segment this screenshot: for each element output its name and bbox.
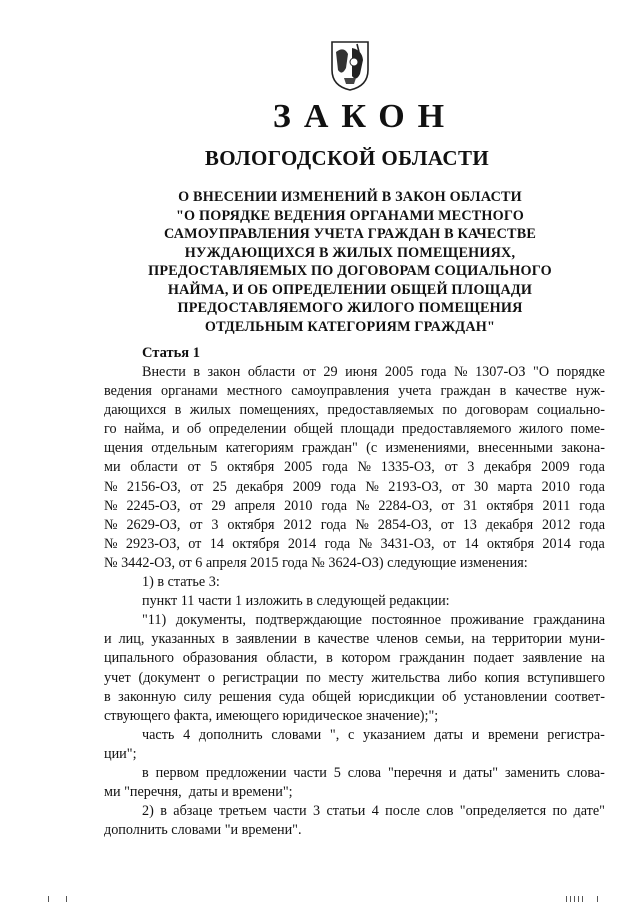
subtitle-line: "О ПОРЯДКЕ ВЕДЕНИЯ ОРГАНАМИ МЕСТНОГО xyxy=(175,207,525,224)
subtitle-line: САМОУПРАВЛЕНИЯ УЧЕТА ГРАЖДАН В КАЧЕСТВЕ xyxy=(163,226,537,242)
article-line: ведения органами местного самоуправления учета граждан в качестве нуж- xyxy=(104,383,605,400)
article-line: ципального образования области, в котором гражданин подает заявление на xyxy=(104,650,605,667)
article-line: пункт 11 части 1 изложить в следующей редакции: xyxy=(142,593,450,610)
article-line: ми "перечня, даты и времени"; xyxy=(104,784,293,801)
scan-edge-marks xyxy=(0,896,640,902)
article-line: учет (документ о регистрации по месту жительства либо копия вступившего xyxy=(104,669,605,686)
subtitle-line: ОТДЕЛЬНЫМ КАТЕГОРИЯМ ГРАЖДАН" xyxy=(204,318,496,335)
article-line: щения отдельным категориям граждан" (с изменениями, внесенными закона- xyxy=(104,440,605,457)
article-line: и лиц, указанных в заявлении в качестве членов семьи, на территории муни- xyxy=(104,631,605,648)
article-line: ствующего факта, имеющего юридическое значение);"; xyxy=(104,707,439,724)
article-line: ции"; xyxy=(104,745,137,762)
article-line: "11) документы, подтверждающие постоянное проживание гражданина xyxy=(142,612,605,629)
coat-of-arms-emblem xyxy=(330,40,370,92)
article-line: в законную силу решения суда общей юрисдикции об установлении соответ- xyxy=(104,688,605,705)
article-line: № 2245-ОЗ, от 29 апреля 2010 года № 2284-ОЗ, от 31 октября 2011 года xyxy=(104,497,605,514)
article-line: го найма, и об определении общей площади предоставляемого жилого поме- xyxy=(104,421,605,438)
article-line: № 2629-ОЗ, от 3 октября 2012 года № 2854-ОЗ, от 13 декабря 2012 года xyxy=(104,516,605,533)
region-name: ВОЛОГОДСКОЙ ОБЛАСТИ xyxy=(204,146,490,170)
article-line: № 2923-ОЗ, от 14 октября 2014 года № 3431-ОЗ, от 14 октября 2014 года xyxy=(104,535,605,552)
article-line: 1) в статье 3: xyxy=(142,574,220,591)
article-line: в первом предложении части 5 слова "перечня и даты" заменить слова- xyxy=(142,764,605,781)
article-line: ми области от 5 октября 2005 года № 1335-ОЗ, от 3 декабря 2009 года xyxy=(104,459,605,476)
article-line: Внести в закон области от 29 июня 2005 года № 1307-ОЗ "О порядке xyxy=(142,364,605,380)
article-line: дополнить словами "и времени". xyxy=(104,822,302,839)
article-line: часть 4 дополнить словами ", с указанием даты и времени регистра- xyxy=(142,726,605,743)
subtitle-line: О ВНЕСЕНИИ ИЗМЕНЕНИЙ В ЗАКОН ОБЛАСТИ xyxy=(178,189,522,205)
article-body xyxy=(104,363,605,840)
article-line: дающихся в жилых помещениях, предоставляемых по договорам социально- xyxy=(104,402,605,419)
article-heading: Статья 1 xyxy=(142,345,200,361)
law-subtitle xyxy=(110,188,590,336)
article-line: 2) в абзаце третьем части 3 статьи 4 после слов "определяется по дате" xyxy=(142,803,605,820)
subtitle-line: НУЖДАЮЩИХСЯ В ЖИЛЫХ ПОМЕЩЕНИЯХ, xyxy=(184,244,516,261)
subtitle-line: НАЙМА, И ОБ ОПРЕДЕЛЕНИИ ОБЩЕЙ ПЛОЩАДИ xyxy=(167,281,533,298)
subtitle-line: ПРЕДОСТАВЛЯЕМЫХ ПО ДОГОВОРАМ СОЦИАЛЬНОГО xyxy=(148,263,552,279)
subtitle-line: ПРЕДОСТАВЛЯЕМОГО ЖИЛОГО ПОМЕЩЕНИЯ xyxy=(177,300,523,316)
article-line: № 2156-ОЗ, от 25 декабря 2009 года № 2193-ОЗ, от 30 марта 2010 года xyxy=(104,478,605,495)
article-line: № 3442-ОЗ, от 6 апреля 2015 года № 3624-ОЗ) следующие изменения: xyxy=(104,554,528,571)
document-title: ЗАКОН xyxy=(272,98,458,135)
